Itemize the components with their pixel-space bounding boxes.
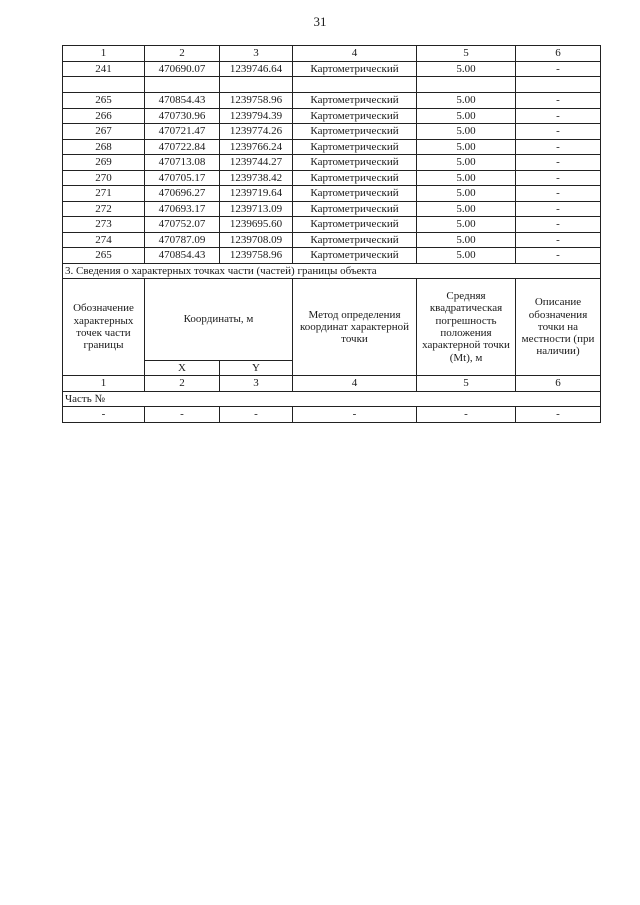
table-cell: 5.00 (417, 93, 516, 109)
table-body (63, 46, 601, 423)
table-cell: - (220, 407, 293, 423)
table-cell: Картометрический (293, 139, 417, 155)
table-cell: 1239695.60 (220, 217, 293, 233)
table-cell: 470730.96 (145, 108, 220, 124)
table-cell: 5.00 (417, 170, 516, 186)
table-cell: 265 (63, 248, 145, 264)
table-cell: 470722.84 (145, 139, 220, 155)
table-row (63, 108, 601, 124)
table-cell: 1239719.64 (220, 186, 293, 202)
table-cell: 266 (63, 108, 145, 124)
header-description: Описание обозначения точки на местности (при наличии) (516, 279, 601, 376)
column-number: 4 (293, 376, 417, 392)
table-cell: 5.00 (417, 139, 516, 155)
table-row (63, 139, 601, 155)
table-cell: - (516, 93, 601, 109)
table-cell: - (516, 201, 601, 217)
table-cell: 1239774.26 (220, 124, 293, 140)
table-cell: 5.00 (417, 217, 516, 233)
empty-cell (417, 77, 516, 93)
table-cell: Картометрический (293, 201, 417, 217)
table-cell: 470854.43 (145, 93, 220, 109)
table-row (63, 232, 601, 248)
table-cell: - (516, 139, 601, 155)
column-number: 3 (220, 376, 293, 392)
table-cell: - (516, 61, 601, 77)
table-cell: 5.00 (417, 232, 516, 248)
table-cell: - (516, 124, 601, 140)
table-cell: 470696.27 (145, 186, 220, 202)
header-error: Средняя квадратическая погрешность положения характерной точки (Mt), м (417, 279, 516, 376)
table-cell: 5.00 (417, 201, 516, 217)
column-number: 3 (220, 46, 293, 62)
table-cell: - (145, 407, 220, 423)
header-method: Метод определения координат характерной точки (293, 279, 417, 376)
table-cell: - (516, 407, 601, 423)
empty-cell (293, 77, 417, 93)
table-cell: - (516, 232, 601, 248)
table-cell: 267 (63, 124, 145, 140)
table-row (63, 170, 601, 186)
column-number: 5 (417, 376, 516, 392)
table-row (63, 61, 601, 77)
table-cell: 1239766.24 (220, 139, 293, 155)
table-cell: 1239746.64 (220, 61, 293, 77)
column-number: 4 (293, 46, 417, 62)
table-cell: 1239758.96 (220, 248, 293, 264)
table-row (63, 155, 601, 171)
table-cell: 470752.07 (145, 217, 220, 233)
table-row (63, 93, 601, 109)
table-cell: Картометрический (293, 61, 417, 77)
table-cell: 265 (63, 93, 145, 109)
table-cell: 5.00 (417, 124, 516, 140)
column-number: 2 (145, 376, 220, 392)
table-cell: 5.00 (417, 108, 516, 124)
table-cell: 1239708.09 (220, 232, 293, 248)
table-cell: 470690.07 (145, 61, 220, 77)
column-number: 1 (63, 46, 145, 62)
table-row (63, 217, 601, 233)
table-cell: 1239713.09 (220, 201, 293, 217)
table-row (63, 124, 601, 140)
table-cell: - (516, 108, 601, 124)
table-cell: 5.00 (417, 61, 516, 77)
table-cell: Картометрический (293, 170, 417, 186)
table-cell: 274 (63, 232, 145, 248)
table-cell: 470854.43 (145, 248, 220, 264)
spacer-row (63, 77, 601, 93)
part-label: Часть № (63, 391, 601, 407)
column-number: 6 (516, 46, 601, 62)
empty-cell (516, 77, 601, 93)
column-number-row (63, 376, 601, 392)
header-designation: Обозначение характерных точек части границы (63, 279, 145, 376)
table-cell: 1239738.42 (220, 170, 293, 186)
table-cell: 269 (63, 155, 145, 171)
header-y: Y (220, 361, 293, 376)
coordinates-table (62, 45, 601, 423)
table-cell: Картометрический (293, 186, 417, 202)
empty-cell (63, 77, 145, 93)
table-cell: Картометрический (293, 93, 417, 109)
column-number: 5 (417, 46, 516, 62)
table-cell: 470721.47 (145, 124, 220, 140)
page-number: 31 (313, 14, 327, 29)
part-label-row (63, 391, 601, 407)
empty-cell (220, 77, 293, 93)
table-cell: 1239794.39 (220, 108, 293, 124)
header-row (63, 279, 601, 361)
section-title-row (63, 263, 601, 279)
table-cell: Картометрический (293, 217, 417, 233)
table-cell: Картометрический (293, 248, 417, 264)
table-cell: - (516, 217, 601, 233)
table-cell: 5.00 (417, 248, 516, 264)
table-cell: - (417, 407, 516, 423)
table-cell: 1239744.27 (220, 155, 293, 171)
table-row (63, 201, 601, 217)
table-cell: 5.00 (417, 186, 516, 202)
header-coordinates: Координаты, м (145, 279, 293, 361)
table-cell: - (63, 407, 145, 423)
column-number-row (63, 46, 601, 62)
table-cell: 470705.17 (145, 170, 220, 186)
table-cell: 5.00 (417, 155, 516, 171)
table-cell: 470787.09 (145, 232, 220, 248)
header-x: X (145, 361, 220, 376)
table-row (63, 186, 601, 202)
table-cell: 470713.08 (145, 155, 220, 171)
table-cell: Картометрический (293, 124, 417, 140)
empty-data-row (63, 407, 601, 423)
table-cell: 470693.17 (145, 201, 220, 217)
table-cell: Картометрический (293, 232, 417, 248)
table-cell: - (516, 155, 601, 171)
table-cell: - (516, 248, 601, 264)
table-cell: 270 (63, 170, 145, 186)
table-cell: 268 (63, 139, 145, 155)
table-cell: 273 (63, 217, 145, 233)
column-number: 6 (516, 376, 601, 392)
table-cell: 272 (63, 201, 145, 217)
table-cell: 241 (63, 61, 145, 77)
table-cell: 271 (63, 186, 145, 202)
table-cell: Картометрический (293, 155, 417, 171)
table-cell: Картометрический (293, 108, 417, 124)
table-cell: - (516, 170, 601, 186)
table-cell: 1239758.96 (220, 93, 293, 109)
table-row (63, 248, 601, 264)
table-cell: - (516, 186, 601, 202)
table-cell: - (293, 407, 417, 423)
empty-cell (145, 77, 220, 93)
column-number: 2 (145, 46, 220, 62)
column-number: 1 (63, 376, 145, 392)
section-title: 3. Сведения о характерных точках части (частей) границы объекта (63, 263, 601, 279)
